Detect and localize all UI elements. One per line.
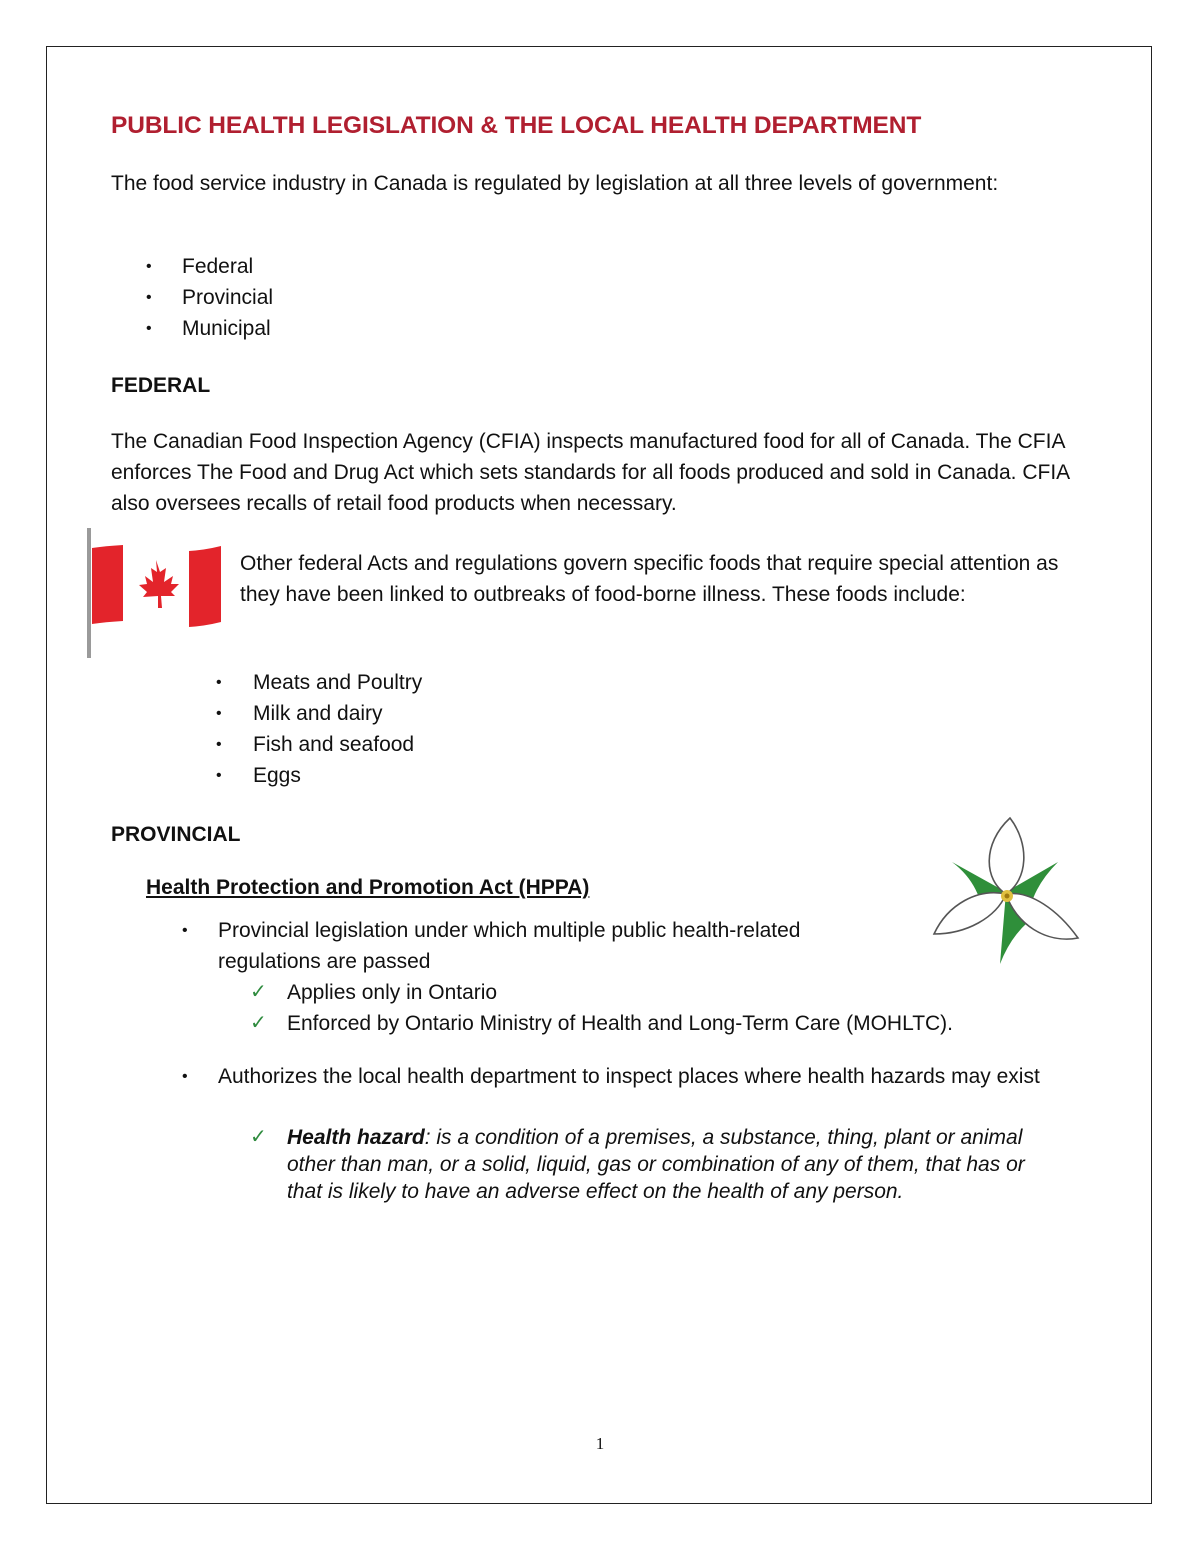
hazard-term: Health hazard: [287, 1126, 425, 1149]
list-item: • Provincial: [146, 286, 274, 309]
provincial-heading: PROVINCIAL: [111, 823, 241, 846]
hazard-text: [287, 1124, 1050, 1205]
hppa-title: Health Protection and Promotion Act (HPPA): [146, 876, 590, 899]
hppa-point-2-text: Authorizes the local health department to inspect places where health hazards may exist: [218, 1065, 1040, 1088]
trillium-icon: [930, 814, 1082, 966]
federal-paragraph: The Canadian Food Inspection Agency (CFIA) inspects manufactured food for all of Canada. The CFIA enforces The Food and Drug Act which sets standards for all foods produced and sold in Canada. CFIA also oversees recalls of retail food products when necessary.: [111, 430, 1070, 515]
federal-heading: FEDERAL: [111, 374, 211, 397]
list-item: • Eggs: [216, 764, 301, 787]
list-item: • Meats and Poultry: [216, 671, 423, 694]
page-title: PUBLIC HEALTH LEGISLATION & THE LOCAL HEALTH DEPARTMENT: [111, 112, 922, 139]
hazard-definition-text: : is a condition of a premises, a substance, thing, plant or animal other than man, or a solid, liquid, gas or combination of any of them, that has or that is likely to have an adverse effect on the health of any person.: [287, 1126, 1025, 1203]
list-item: ✓ Enforced by Ontario Ministry of Health and Long-Term Care (MOHLTC).: [250, 1012, 954, 1035]
hazard-definition: [250, 1124, 1050, 1205]
hppa-checks: [250, 977, 953, 1039]
list-item: • Milk and dairy: [216, 702, 383, 725]
hppa-point-2: • Authorizes the local health department to inspect places where health hazards may exist: [182, 1061, 1092, 1092]
list-item: ✓ Applies only in Ontario: [250, 981, 498, 1004]
hppa-point-1: • Provincial legislation under which multiple public health-related regulations are passed: [182, 915, 892, 977]
other-acts-text: Other federal Acts and regulations govern specific foods that require special attention as they have been linked to outbreaks of food-borne illness. These foods include:: [240, 552, 1059, 606]
hppa-point-1-text: Provincial legislation under which multiple public health-related regulations are passed: [218, 919, 801, 973]
levels-list: [111, 251, 273, 344]
page-number: 1: [595, 1434, 605, 1453]
list-item: • Federal: [146, 255, 254, 278]
intro-text: The food service industry in Canada is regulated by legislation at all three levels of government:: [111, 172, 999, 195]
foods-list: [216, 667, 422, 791]
canada-flag-icon: [83, 526, 225, 660]
check-icon: ✓: [250, 1126, 267, 1148]
list-item: • Fish and seafood: [216, 733, 415, 756]
list-item: • Municipal: [146, 317, 271, 340]
